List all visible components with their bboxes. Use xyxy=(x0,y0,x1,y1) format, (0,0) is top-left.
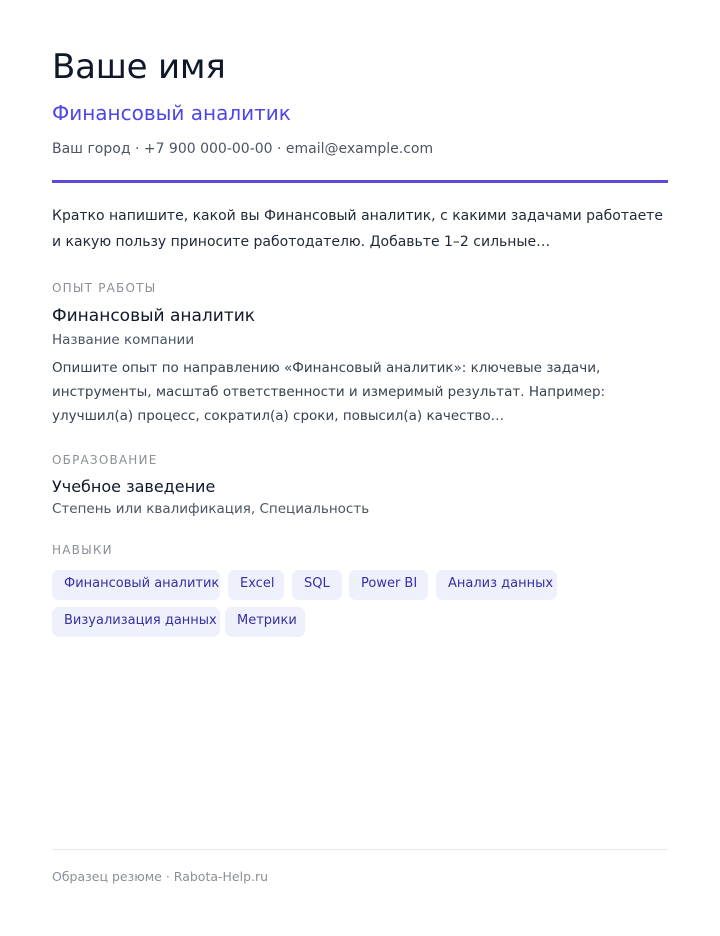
skill-chip: SQL xyxy=(292,570,342,600)
summary-text: Кратко напишите, какой вы Финансовый аналитик, с какими задачами работаете и какую пользу приносите работодателю. Добавьте 1–2 сильные… xyxy=(52,208,663,250)
skill-chip: Power BI xyxy=(349,570,428,600)
header-divider xyxy=(52,180,668,183)
education-section-title: ОБРАЗОВАНИЕ xyxy=(52,453,158,467)
contact-line: Ваш город · +7 900 000-00-00 · email@example.com xyxy=(52,141,434,157)
experience-section-title: ОПЫТ РАБОТЫ xyxy=(52,281,157,295)
experience-description: Опишите опыт по направлению «Финансовый аналитик»: ключевые задачи, инструменты, масштаб ответственности и измеримый результат. Например: улучшил(а) процесс, сократил(а) сроки, повысил(а) качество… xyxy=(52,360,606,424)
experience-job-title: Финансовый аналитик xyxy=(52,306,256,326)
experience-company: Название компании xyxy=(52,332,195,348)
skill-chip: Excel xyxy=(228,570,284,600)
skill-chip: Визуализация данных xyxy=(52,607,220,637)
education-institution: Учебное заведение xyxy=(52,477,216,496)
skill-chip: Метрики xyxy=(225,607,305,637)
candidate-name: Ваше имя xyxy=(52,47,226,87)
candidate-position: Финансовый аналитик xyxy=(52,101,291,125)
footer-divider xyxy=(52,849,668,850)
education-degree: Степень или квалификация, Специальность xyxy=(52,501,370,517)
skill-chip: Анализ данных xyxy=(436,570,557,600)
skill-chip: Финансовый аналитик xyxy=(52,570,220,600)
skills-section-title: НАВЫКИ xyxy=(52,543,113,557)
footer-text: Образец резюме · Rabota-Help.ru xyxy=(52,869,269,884)
